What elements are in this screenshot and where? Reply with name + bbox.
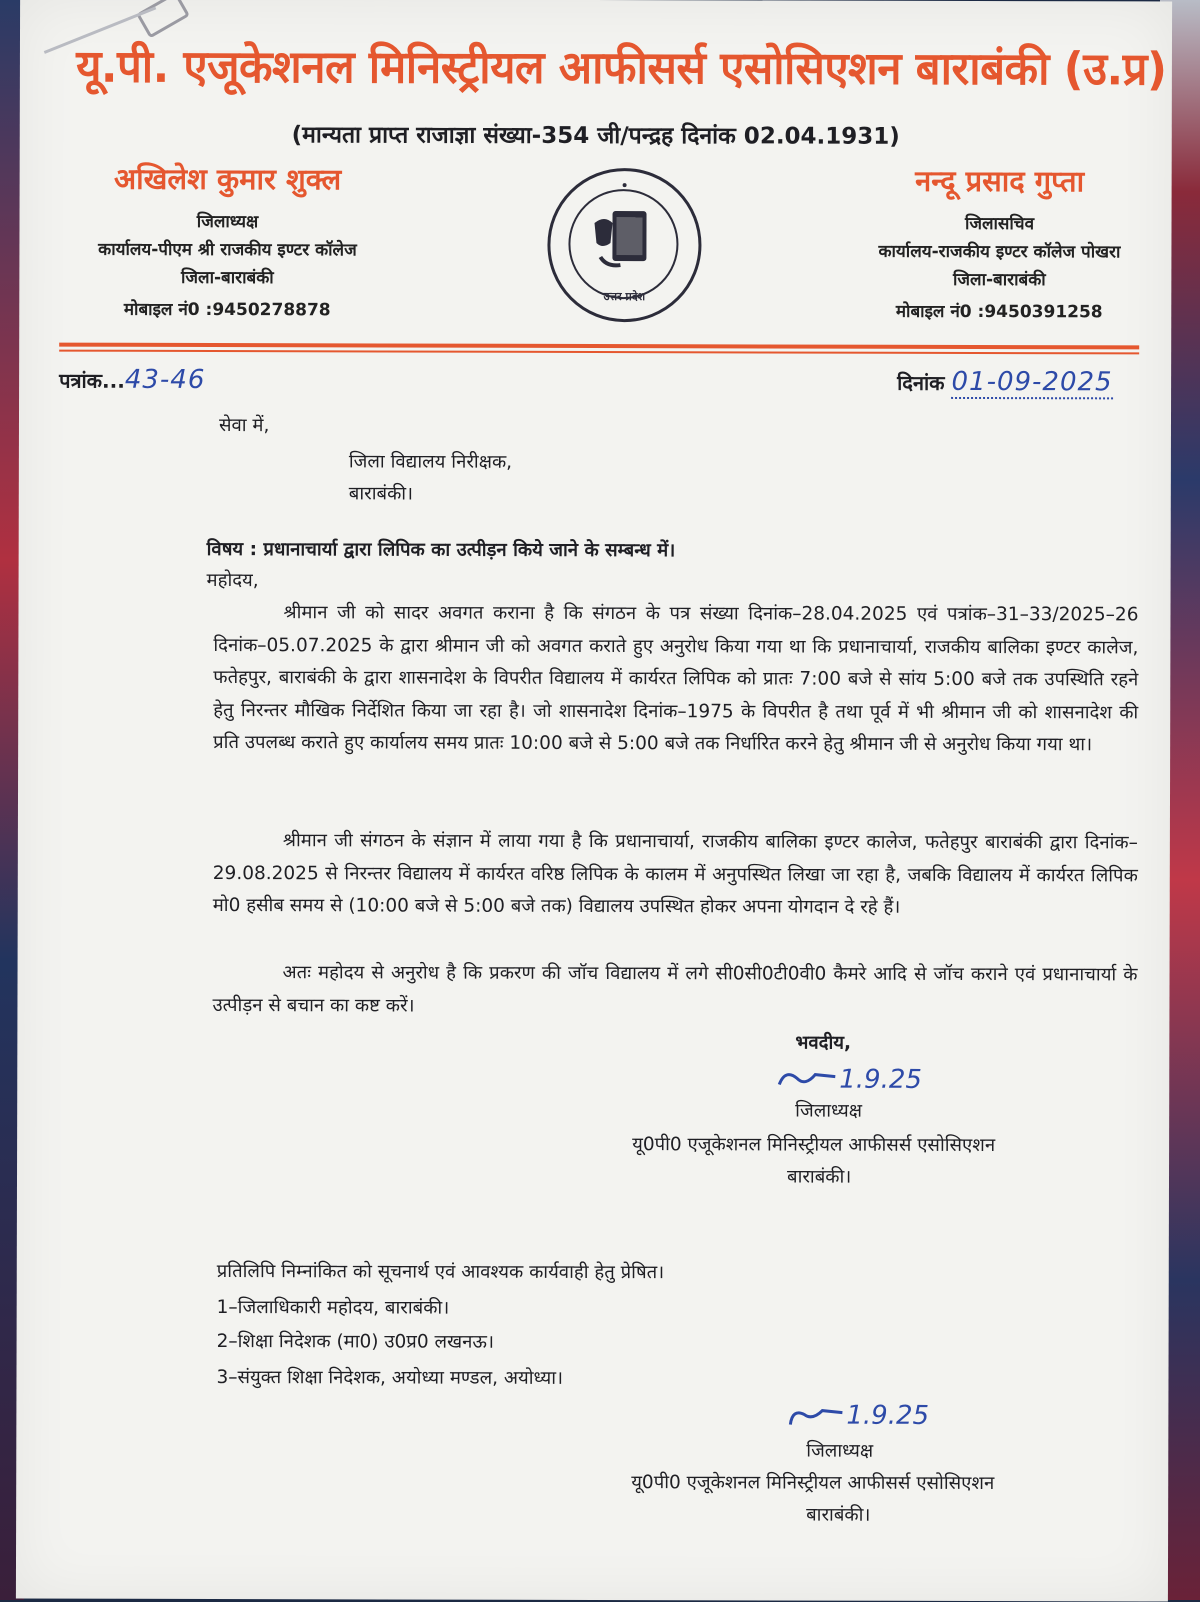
right-officer-designation: जिलासचिव	[964, 213, 1035, 235]
recognition-line: (मान्यता प्राप्त राजाज्ञा संख्या-354 जी/पन्द्रह दिनांक 02.04.1931)	[291, 122, 900, 150]
left-officer-name: अखिलेश कुमार शुक्ल	[114, 161, 342, 197]
date-value: 01-09-2025	[951, 366, 1113, 398]
signatory-city-2: बाराबंकी।	[806, 1504, 871, 1526]
recipient-line1: जिला विद्यालय निरीक्षक,	[348, 451, 513, 473]
header-divider-thin	[59, 350, 1139, 354]
letter-page	[16, 0, 1172, 1602]
greeting: महोदय,	[206, 569, 259, 592]
signatory-designation-2: जिलाध्यक्ष	[806, 1440, 874, 1462]
copy-item-3: 3–संयुक्त शिक्षा निदेशक, अयोध्या मण्डल, अयोध्या।	[216, 1367, 564, 1389]
seal-caption: उत्तर प्रदेश	[603, 290, 646, 304]
left-officer-mobile: मोबाइल नं0 :9450278878	[123, 299, 331, 321]
right-officer-mobile: मोबाइल नं0 :9450391258	[895, 301, 1103, 323]
signatory-org-2: यू0पी0 एजूकेशनल मिनिस्ट्रीयल आफीसर्स एसोसिएशन	[631, 1472, 995, 1495]
paragraph-1: श्रीमान जी को सादर अवगत कराना है कि संगठन के पत्र संख्या दिनांक–28.04.2025 एवं पत्रांक–31–33/2025–26 दिनांक–05.07.2025 के द्वारा श्रीमान जी को अवगत कराते हुए अनुरोध किया गया था कि प्रधानाचार्या, राजकीय बालिका इण्टर कालेज, फतेहपुर, बाराबंकी के द्वारा शासनादेश के विपरीत विद्यालय में कार्यरत लिपिक को प्रातः 7:00 बजे से सांय 5:00 बजे तक उपस्थिति रहने हेतु निरन्तर मौखिक निर्देशित किया जा रहा है। जो शासनादेश दिनांक–1975 के विपरीत है तथा पूर्व में भी श्रीमान जी को शासनादेश की प्रति उपलब्ध कराते हुए कार्यालय समय प्रातः 10:00 बजे से 5:00 बजे तक निर्धारित करने हेतु श्रीमान जी से अनुरोध किया गया था।	[213, 602, 1139, 756]
signature-date-1: 1.9.25	[839, 1064, 923, 1095]
copy-item-2: 2–शिक्षा निदेशक (मा0) उ0प्र0 लखनऊ।	[216, 1331, 494, 1353]
salutation-to: सेवा में,	[218, 415, 270, 437]
letter-date	[897, 367, 1113, 398]
reference-label: पत्रांक	[59, 368, 103, 393]
left-officer-block	[57, 159, 397, 325]
left-officer-designation: जिलाध्यक्ष	[196, 211, 259, 233]
copy-intro: प्रतिलिपि निम्नांकित को सूचनार्थ एवं आवश्यक कार्यवाही हेतु प्रेषित।	[216, 1261, 665, 1284]
signatory-designation-1: जिलाध्यक्ष	[795, 1100, 863, 1122]
signatory-org-1: यू0पी0 एजूकेशनल मिनिस्ट्रीयल आफीसर्स एसोसिएशन	[632, 1134, 996, 1157]
paragraph-3: अतः महोदय से अनुरोध है कि प्रकरण की जॉच विद्यालय में लगे सी0सी0टी0वी0 कैमरे आदि से जॉच कराने एवं प्रधानाचार्या के उत्पीड़न से बचान का कष्ट करें।	[212, 962, 1138, 1017]
date-label: दिनांक	[897, 370, 945, 395]
org-title: यू.पी. एजूकेशनल मिनिस्ट्रीयल आफीसर्स एसोसिएशन बाराबंकी (उ.प्र)	[76, 39, 1167, 96]
reference-value: 43-46	[124, 364, 206, 395]
reference-number: पत्रांक...43-46	[59, 364, 206, 395]
right-officer-district: जिला-बाराबंकी	[953, 269, 1046, 291]
left-officer-office: कार्यालय-पीएम श्री राजकीय इण्टर कॉलेज	[98, 239, 357, 261]
right-officer-name: नन्दू प्रसाद गुप्ता	[915, 163, 1085, 199]
paragraph-2: श्रीमान जी संगठन के संज्ञान में लाया गया है कि प्रधानाचार्या, राजकीय बालिका इण्टर कालेज, फतेहपुर बाराबंकी द्वारा दिनांक–29.08.2025 से निरन्तर विद्यालय में कार्यरत वरिष्ठ लिपिक के कालम में अनुपस्थित लिखा जा रहा है, जबकि विद्यालय में कार्यरत लिपिक मो0 हसीब समय से (10:00 बजे से 5:00 बजे तक) विद्यालय उपस्थित होकर अपना योगदान दे रहे हैं।	[212, 830, 1138, 918]
signature-scribble-icon	[775, 1064, 845, 1094]
signatory-city-1: बाराबंकी।	[786, 1166, 852, 1188]
subject-line: विषय : प्रधानाचार्या द्वारा लिपिक का उत्पीड़न किये जाने के सम्बन्ध में।	[206, 538, 676, 562]
closing: भवदीय,	[795, 1032, 852, 1054]
paper-clip-icon	[136, 0, 190, 38]
association-seal	[547, 168, 701, 322]
right-officer-office: कार्यालय-राजकीय इण्टर कॉलेज पोखरा	[878, 241, 1121, 263]
right-officer-block	[839, 161, 1159, 327]
signature-date-2: 1.9.25	[846, 1400, 930, 1431]
copy-item-1: 1–जिलाधिकारी महोदय, बाराबंकी।	[216, 1297, 450, 1319]
left-officer-district: जिला-बाराबंकी	[181, 267, 274, 289]
header-divider-thick	[59, 343, 1139, 350]
recipient-line2: बाराबंकी।	[348, 483, 414, 505]
